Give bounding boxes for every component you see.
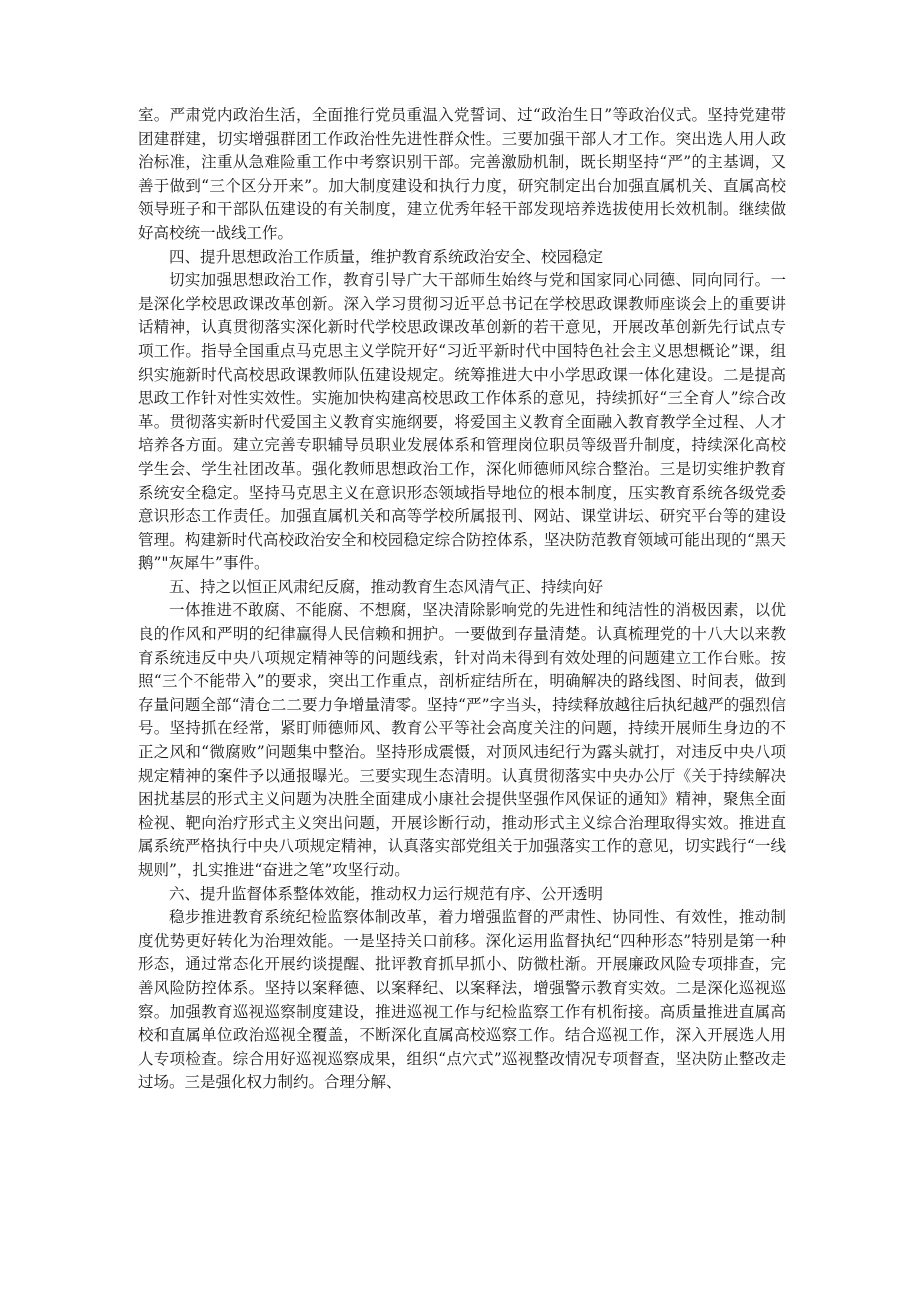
paragraph-party-building: 室。严肃党内政治生活，全面推行党员重温入党誓词、过“政治生日”等政治仪式。坚持党建带团建群建，切实增强群团工作政治性先进性群众性。三要加强干部人才工作。突出选人用人政治标准，注重从急难险重工作中考察识别干部。完善激励机制，既长期坚持“严”的主基调，又善于做到“三个区分开来”。加大制度建设和执行力度，研究制定出台加强直属机关、直属高校领导班子和干部队伍建设的有关制度，建立优秀年轻干部发现培养选拔使用长效机制。继续做好高校统一战线工作。 xyxy=(138,106,786,242)
section-heading-5: 五、持之以恒正风肃纪反腐，推动教育生态风清气正、持续向好 xyxy=(169,577,604,596)
document-body xyxy=(138,104,786,1095)
paragraph-anti-corruption: 一体推进不敢腐、不能腐、不想腐，坚决清除影响党的先进性和纯洁性的消极因素，以优良的作风和严明的纪律赢得人民信赖和拥护。一要做到存量清楚。认真梳理党的十八大以来教育系统违反中央八项规定精神等的问题线索，针对尚未得到有效处理的问题建立工作台账。按照“三个不能带入”的要求，突出工作重点，剖析症结所在，明确解决的路线图、时间表，做到存量问题全部“清仓二二要力争增量清零。坚持“严”字当头，持续释放越往后执纪越严的强烈信号。坚持抓在经常，紧盯师德师风、教育公平等社会高度关注的问题，持续开展师生身边的不正之风和“微腐败”问题集中整治。坚持形成震慑，对顶风违纪行为露头就打，对违反中央八项规定精神的案件予以通报曝光。三要实现生态清明。认真贯彻落实中央办公厅《关于持续解决困扰基层的形式主义问题为决胜全面建成小康社会提供坚强作风保证的通知》精神，聚焦全面检视、靶向治疗形式主义突出问题，开展诊断行动，推动形式主义综合治理取得实效。推进直属系统严格执行中央八项规定精神，认真落实部党组关于加强落实工作的意见，切实践行“一线规则”，扎实推进“奋进之笔”攻坚行动。 xyxy=(138,601,786,879)
section-heading-6: 六、提升监督体系整体效能，推动权力运行规范有序、公开透明 xyxy=(169,884,604,903)
section-heading-4: 四、提升思想政治工作质量，维护教育系统政治安全、校园稳定 xyxy=(169,247,604,266)
paragraph-supervision: 稳步推进教育系统纪检监察体制改革，着力增强监督的严肃性、协同性、有效性，推动制度优势更好转化为治理效能。一是坚持关口前移。深化运用监督执纪“四种形态”特别是第一种形态，通过常态化开展约谈提醒、批评教育抓早抓小、防微杜渐。开展廉政风险专项排查，完善风险防控体系。坚持以案释德、以案释纪、以案释法，增强警示教育实效。二是深化巡视巡察。加强教育巡视巡察制度建设，推进巡视工作与纪检监察工作有机衔接。高质量推进直属高校和直属单位政治巡视全覆盖，不断深化直属高校巡察工作。结合巡视工作，深入开展选人用人专项检查。综合用好巡视巡察成果，组织“点穴式”巡视整改情况专项督查，坚决防止整改走过场。三是强化权力制约。合理分解、 xyxy=(138,908,786,1092)
paragraph-ideological-work: 切实加强思想政治工作，教育引导广大干部师生始终与党和国家同心同德、同向同行。一是深化学校思政课改革创新。深入学习贯彻习近平总书记在学校思政课教师座谈会上的重要讲话精神，认真贯彻落实深化新时代学校思政课改革创新的若干意见，开展改革创新先行试点专项工作。指导全国重点马克思主义学院开好“习近平新时代中国特色社会主义思想概论”课，组织实施新时代高校思政课教师队伍建设规定。统筹推进大中小学思政课一体化建设。二是提高思政工作针对性实效性。实施加快构建高校思政工作体系的意见，持续抓好“三全育人”综合改革。贯彻落实新时代爱国主义教育实施纲要，将爱国主义教育全面融入教育教学全过程、人才培养各方面。建立完善专职辅导员职业发展体系和管理岗位职员等级晋升制度，持续深化高校学生会、学生社团改革。强化教师思想政治工作，深化师德师风综合整治。三是切实维护教育系统安全稳定。坚持马克思主义在意识形态领域指导地位的根本制度，压实教育系统各级党委意识形态工作责任。加强直属机关和高等学校所属报刊、网站、课堂讲坛、研究平台等的建设管理。构建新时代高校政治安全和校园稳定综合防控体系，坚决防范教育领域可能出现的“黑天鹅”"灰犀牛”事件。 xyxy=(138,271,786,573)
